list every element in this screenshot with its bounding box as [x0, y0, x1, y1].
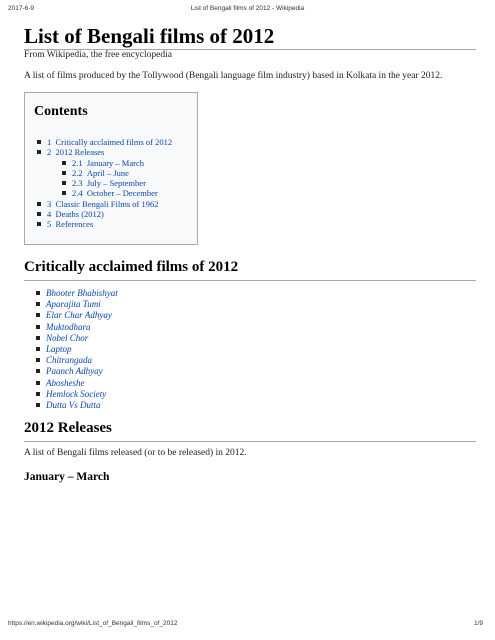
- toc-item[interactable]: [37, 137, 172, 147]
- toc-item-number[interactable]: 4: [47, 209, 52, 220]
- bullet-icon: [36, 291, 40, 295]
- bullet-icon: [37, 140, 41, 144]
- bullet-icon: [62, 181, 66, 185]
- print-date: 2017-6-9: [8, 5, 35, 12]
- toc-item[interactable]: [37, 178, 172, 188]
- bullet-icon: [36, 347, 40, 351]
- intro-text: A list of films produced by the Tollywood (Bengali language film industry) based in Kolkata in the year 2012.: [24, 71, 443, 81]
- bullet-icon: [36, 336, 40, 340]
- section-divider: [24, 280, 476, 281]
- toc-item-label[interactable]: 2012 Releases: [55, 147, 105, 158]
- list-item[interactable]: [36, 378, 118, 389]
- list-item[interactable]: [36, 299, 118, 310]
- bullet-icon: [37, 222, 41, 226]
- list-item[interactable]: [36, 389, 118, 400]
- section-heading-critical: Critically acclaimed films of 2012: [24, 259, 239, 275]
- list-item[interactable]: [36, 344, 118, 355]
- toc-item[interactable]: [37, 168, 172, 178]
- list-item[interactable]: [36, 400, 118, 411]
- toc-item[interactable]: [37, 147, 172, 157]
- toc-item-label[interactable]: January – March: [86, 157, 144, 168]
- bullet-icon: [36, 325, 40, 329]
- list-item[interactable]: [36, 333, 118, 344]
- print-url: https://en.wikipedia.org/wiki/List_of_Bengali_films_of_2012: [8, 620, 178, 627]
- toc-item-label[interactable]: Deaths (2012): [55, 209, 104, 220]
- tagline: From Wikipedia, the free encyclopedia: [24, 50, 172, 60]
- film-link[interactable]: Elar Char Adhyay: [46, 310, 112, 321]
- film-link[interactable]: Bhooter Bhabishyat: [46, 288, 118, 298]
- intro-paragraph: [24, 71, 442, 81]
- bullet-icon: [36, 381, 40, 385]
- print-page-title: List of Bengali films of 2012 - Wikipedia: [190, 5, 305, 12]
- toc-item-label[interactable]: April – June: [86, 167, 129, 178]
- bullet-icon: [37, 202, 41, 206]
- print-header: [0, 5, 495, 15]
- toc-item-number[interactable]: 2.4: [72, 188, 83, 199]
- bullet-icon: [37, 212, 41, 216]
- toc-item[interactable]: [37, 158, 172, 168]
- toc-item[interactable]: [37, 219, 172, 229]
- bullet-icon: [36, 392, 40, 396]
- list-item[interactable]: [36, 310, 118, 321]
- toc-item-label[interactable]: References: [55, 219, 94, 230]
- print-page-number: 1/9: [473, 620, 483, 627]
- film-link[interactable]: Chitrangada: [46, 355, 93, 366]
- toc-item-label[interactable]: July – September: [86, 178, 146, 189]
- toc-title: Contents: [34, 104, 88, 119]
- film-link[interactable]: Aparajita Tumi: [46, 299, 101, 310]
- section-heading-releases: 2012 Releases: [24, 420, 112, 436]
- toc-list: [37, 137, 172, 230]
- bullet-icon: [36, 369, 40, 373]
- toc-item-number[interactable]: 2.3: [72, 178, 83, 189]
- bullet-icon: [62, 161, 66, 165]
- section-divider: [24, 441, 476, 442]
- toc-item-label[interactable]: Critically acclaimed films of 2012: [55, 137, 173, 147]
- subsection-heading: January – March: [24, 471, 110, 483]
- bullet-icon: [36, 358, 40, 362]
- toc-item[interactable]: [37, 188, 172, 198]
- film-link[interactable]: Abosheshe: [46, 377, 85, 388]
- toc-item-number[interactable]: 1: [47, 137, 52, 147]
- bullet-icon: [37, 150, 41, 154]
- page-title: List of Bengali films of 2012: [24, 24, 275, 48]
- bullet-icon: [62, 171, 66, 175]
- film-link[interactable]: Hemlock Society: [46, 388, 107, 399]
- list-item[interactable]: [36, 288, 118, 299]
- film-link[interactable]: Laptop: [46, 344, 72, 355]
- toc-item-number[interactable]: 2: [47, 147, 52, 158]
- film-link[interactable]: Muktodhara: [46, 321, 91, 332]
- film-link[interactable]: Dutta Vs Dutta: [46, 400, 101, 411]
- toc-item[interactable]: [37, 199, 172, 209]
- toc-item-number[interactable]: 3: [47, 198, 52, 209]
- toc-item-number[interactable]: 2.1: [72, 157, 83, 168]
- bullet-icon: [36, 403, 40, 407]
- film-link[interactable]: Nobel Chor: [46, 332, 89, 343]
- toc-item-number[interactable]: 5: [47, 219, 52, 230]
- toc-item-label[interactable]: Classic Bengali Films of 1962: [55, 198, 159, 209]
- list-item[interactable]: [36, 322, 118, 333]
- releases-paragraph: A list of Bengali films released (or to be released) in 2012.: [24, 448, 247, 458]
- print-footer: [0, 620, 495, 630]
- bullet-icon: [36, 302, 40, 306]
- toc-item[interactable]: [37, 209, 172, 219]
- toc-item-label[interactable]: October – December: [86, 188, 158, 199]
- list-item[interactable]: [36, 355, 118, 366]
- table-of-contents: [24, 92, 198, 245]
- film-link[interactable]: Paanch Adhyay: [46, 366, 103, 377]
- list-item[interactable]: [36, 366, 118, 377]
- toc-item-number[interactable]: 2.2: [72, 167, 83, 178]
- bullet-icon: [36, 313, 40, 317]
- bullet-icon: [62, 191, 66, 195]
- film-list: [36, 288, 118, 411]
